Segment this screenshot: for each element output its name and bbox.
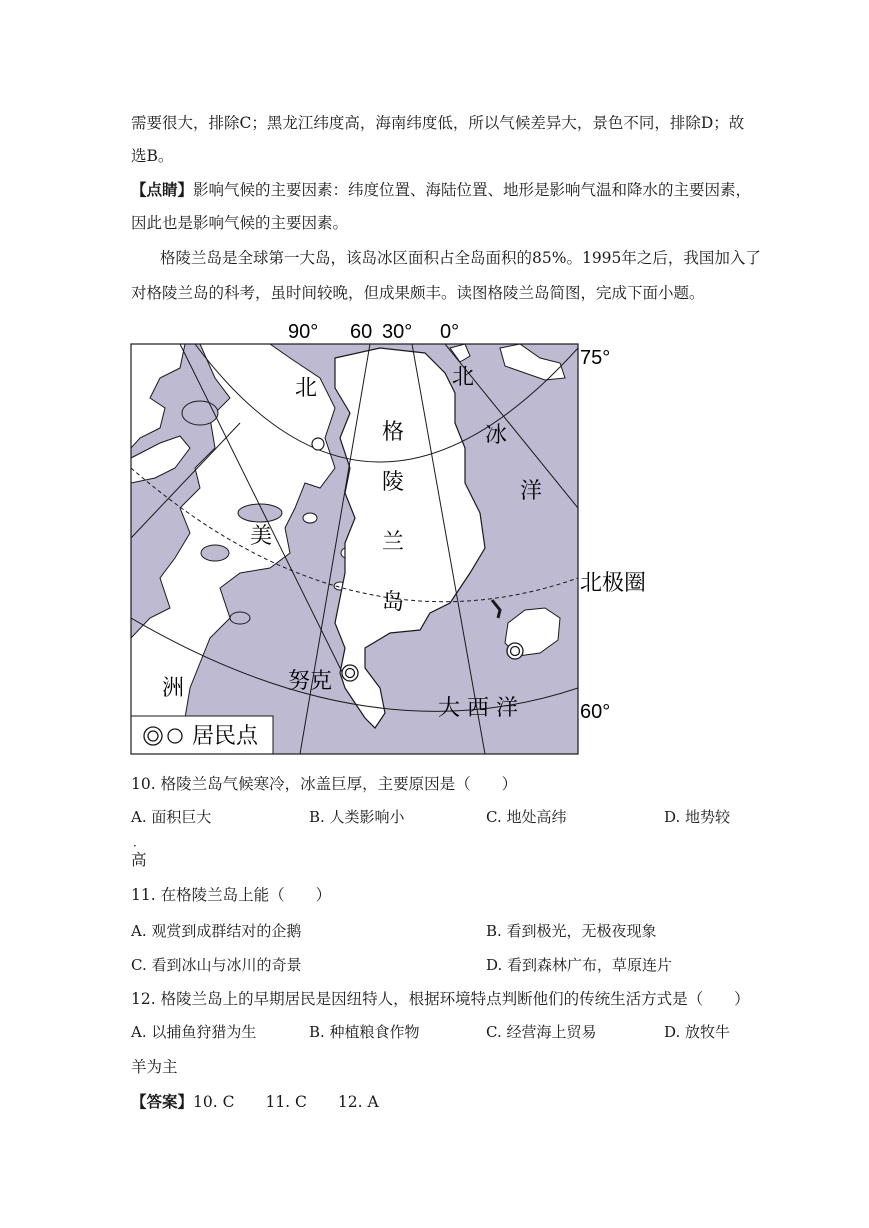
greenland-map-svg <box>120 318 660 758</box>
inlet <box>182 401 218 425</box>
legend-circle-icon <box>168 729 182 743</box>
option-b[interactable]: B. 种植粮食作物 <box>309 1023 420 1041</box>
arctic-circle-label: 北极圈 <box>580 571 647 596</box>
answer-text: 10. C 11. C 12. A <box>193 1093 379 1111</box>
option-b[interactable]: B. 人类影响小 <box>309 808 405 826</box>
inlet <box>230 612 250 624</box>
option-overflow: 高 <box>131 851 147 869</box>
option-c[interactable]: C. 经营海上贸易 <box>486 1023 597 1041</box>
text-line: 选B。 <box>131 147 174 165</box>
option-d[interactable]: D. 地势较 <box>664 808 731 826</box>
option-d[interactable]: D. 看到森林广布，草原连片 <box>486 956 673 974</box>
option-a[interactable]: A. 观赏到成群结对的企鹅 <box>131 922 302 940</box>
greenland-char: 兰 <box>382 530 405 555</box>
option-c[interactable]: C. 看到冰山与冰川的奇景 <box>131 956 302 974</box>
option-c[interactable]: C. 地处高纬 <box>486 808 567 826</box>
north-america-char: 美 <box>250 524 273 549</box>
option-a[interactable]: A. 面积巨大 <box>131 808 212 826</box>
lat-label: 75° <box>580 347 611 369</box>
lon-label: 30° <box>382 321 413 343</box>
lon-label: 60 <box>350 321 373 343</box>
arctic-ocean-char: 洋 <box>520 479 543 504</box>
nuuk-label: 努克 <box>288 669 333 694</box>
north-america-char: 北 <box>295 376 318 401</box>
dot-mark: · <box>133 839 137 853</box>
nuuk-settlement-icon <box>342 665 358 681</box>
text-line: 对格陵兰岛的科考，虽时间较晚，但成果颇丰。读图格陵兰岛简图，完成下面小题。 <box>131 284 705 302</box>
greenland-char: 岛 <box>382 590 405 615</box>
north-america-char: 洲 <box>162 676 185 701</box>
text-line: 格陵兰岛是全球第一大岛，该岛冰区面积占全岛面积的85%。1995年之后，我国加入了 <box>160 249 761 267</box>
text-line: 因此也是影响气候的主要因素。 <box>131 214 349 232</box>
greenland-map <box>120 318 660 758</box>
greenland-char: 陵 <box>382 470 405 495</box>
inlet <box>201 545 229 561</box>
option-a[interactable]: A. 以捕鱼狩猎为生 <box>131 1023 257 1041</box>
option-overflow: 羊为主 <box>131 1058 178 1076</box>
settlement-icon <box>507 643 523 659</box>
text-line: 需要很大，排除C；黑龙江纬度高，海南纬度低，所以气候差异大，景色不同，排除D；故 <box>131 114 745 132</box>
tip-text: 影响气候的主要因素：纬度位置、海陆位置、地形是影响气温和降水的主要因素， <box>193 181 752 199</box>
lat-label: 60° <box>580 701 611 723</box>
lon-label: 0° <box>440 321 460 343</box>
tip-tag: 【点睛】 <box>131 180 194 199</box>
tip-paragraph <box>131 180 751 200</box>
option-b[interactable]: B. 看到极光，无极夜现象 <box>486 922 657 940</box>
island <box>303 513 317 523</box>
arctic-ocean-char: 北 <box>452 365 475 390</box>
question-stem: 11. 在格陵兰岛上能（ ） <box>131 886 332 904</box>
option-d[interactable]: D. 放牧牛 <box>664 1023 731 1041</box>
atlantic-label: 大 西 洋 <box>438 696 518 721</box>
question-stem: 12. 格陵兰岛上的早期居民是因纽特人，根据环境特点判断他们的传统生活方式是（ ） <box>131 990 750 1008</box>
answer-line <box>131 1092 379 1112</box>
question-stem: 10. 格陵兰岛气候寒冷，冰盖巨厚，主要原因是（ ） <box>131 775 518 793</box>
arctic-ocean-char: 冰 <box>485 423 508 448</box>
lon-label: 90° <box>288 321 319 343</box>
settlement-icon <box>312 438 324 450</box>
greenland-char: 格 <box>382 420 405 445</box>
legend-double-circle-icon <box>144 727 162 745</box>
answer-tag: 【答案】 <box>131 1092 194 1111</box>
legend-label: 居民点 <box>192 724 259 749</box>
